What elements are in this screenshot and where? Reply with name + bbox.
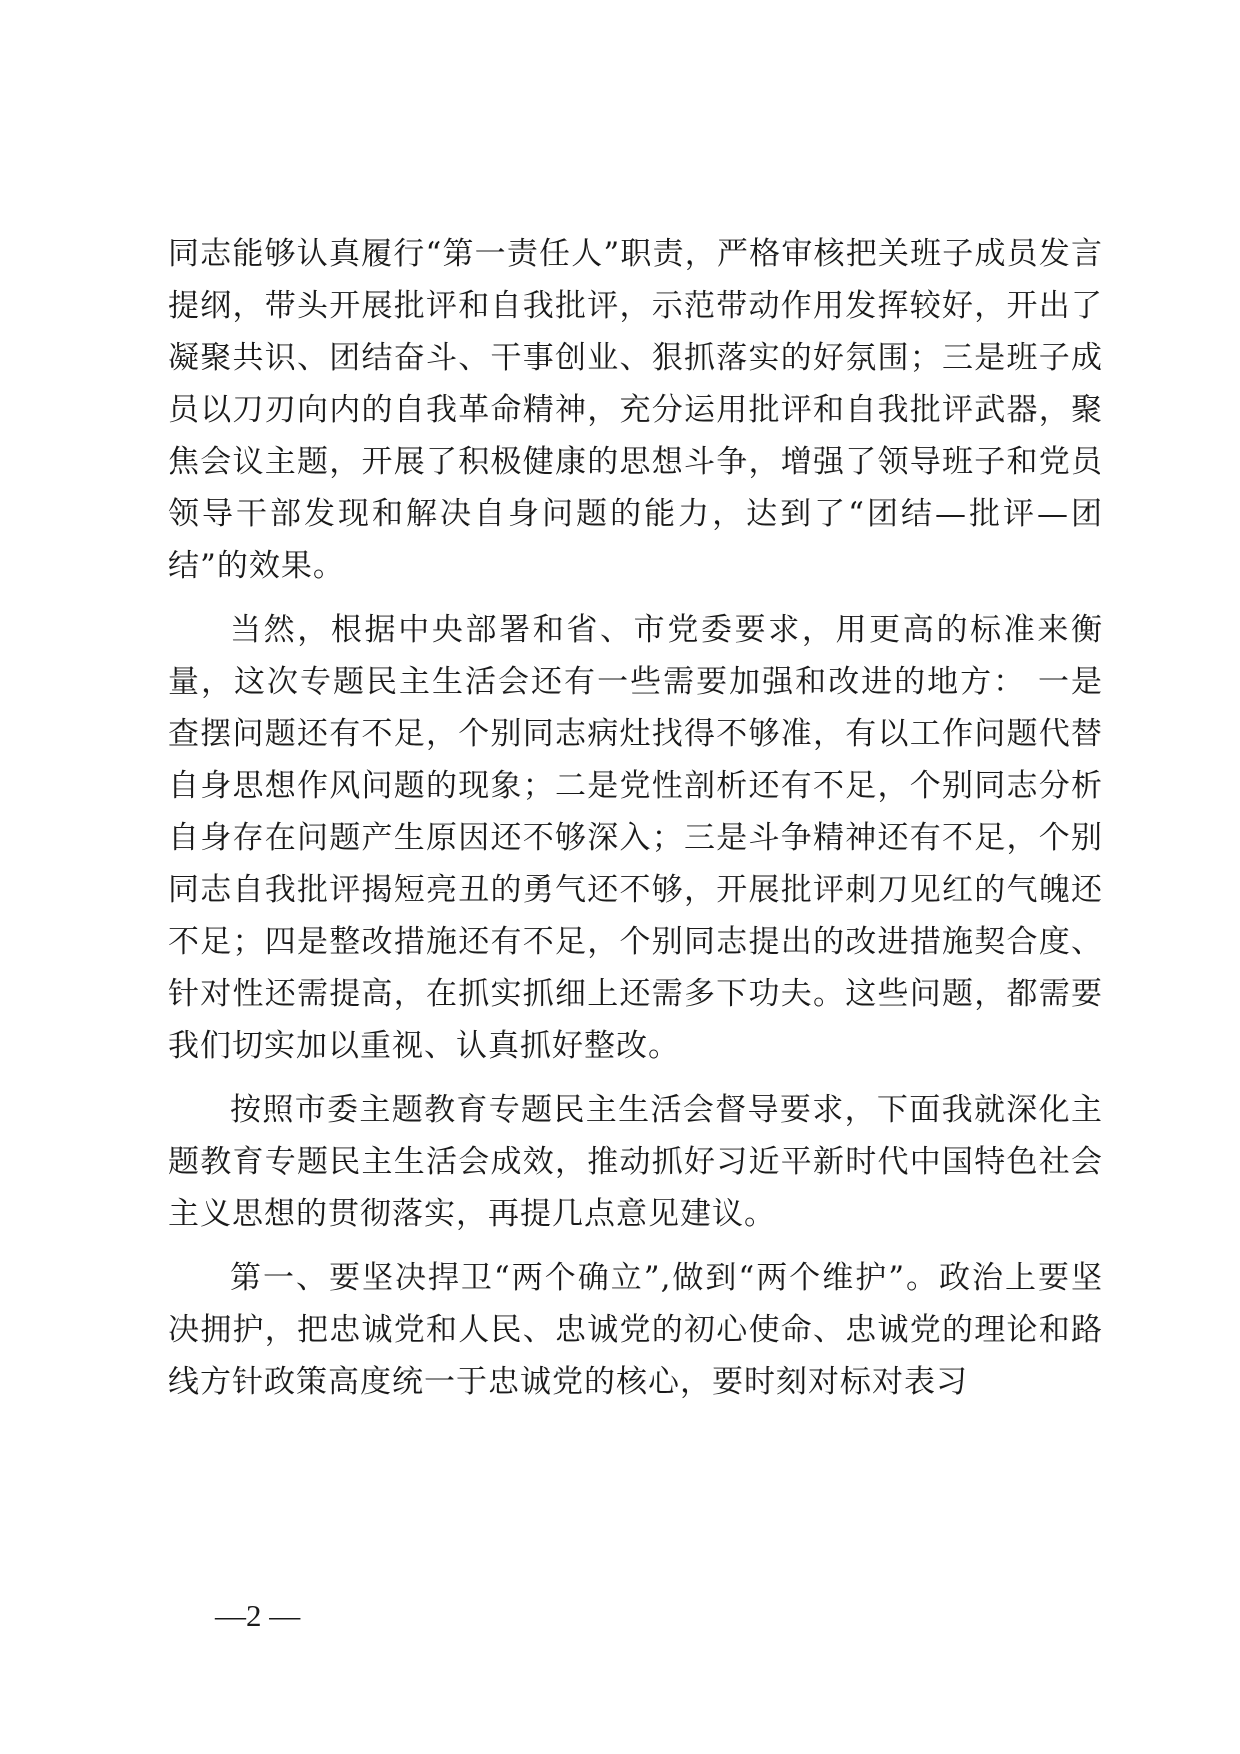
paragraph-4: 第一、要坚决捍卫“两个确立”,做到“两个维护”。政治上要坚决拥护，把忠诚党和人民、忠诚党的初心使命、忠诚党的理论和路线方针政策高度统一于忠诚党的核心，要时刻对标对表习 bbox=[168, 1260, 1103, 1400]
body-text bbox=[168, 228, 1103, 1420]
paragraph-1: 同志能够认真履行“第一责任人”职责，严格审核把关班子成员发言提纲，带头开展批评和自我批评，示范带动作用发挥较好，开出了凝聚共识、团结奋斗、干事创业、狠抓落实的好氛围；三是班子成员以刀刃向内的自我革命精神，充分运用批评和自我批评武器，聚焦会议主题，开展了积极健康的思想斗争，增强了领导班子和党员领导干部发现和解决自身问题的能力，达到了“团结—批评—团结”的效果。 bbox=[168, 236, 1103, 584]
paragraph-3: 按照市委主题教育专题民主生活会督导要求，下面我就深化主题教育专题民主生活会成效，推动抓好习近平新时代中国特色社会主义思想的贯彻落实，再提几点意见建议。 bbox=[168, 1092, 1103, 1232]
page-number: —2 — bbox=[215, 1598, 301, 1633]
paragraph-2: 当然，根据中央部署和省、市党委要求，用更高的标准来衡量，这次专题民主生活会还有一些需要加强和改进的地方： 一是查摆问题还有不足，个别同志病灶找得不够准，有以工作问题代替自身思想作风问题的现象；二是党性剖析还有不足，个别同志分析自身存在问题产生原因还不够深入；三是斗争精神还有不足，个别同志自我批评揭短亮丑的勇气还不够，开展批评刺刀见红的气魄还不足；四是整改措施还有不足，个别同志提出的改进措施契合度、针对性还需提高，在抓实抓细上还需多下功夫。这些问题，都需要我们切实加以重视、认真抓好整改。 bbox=[168, 612, 1103, 1064]
